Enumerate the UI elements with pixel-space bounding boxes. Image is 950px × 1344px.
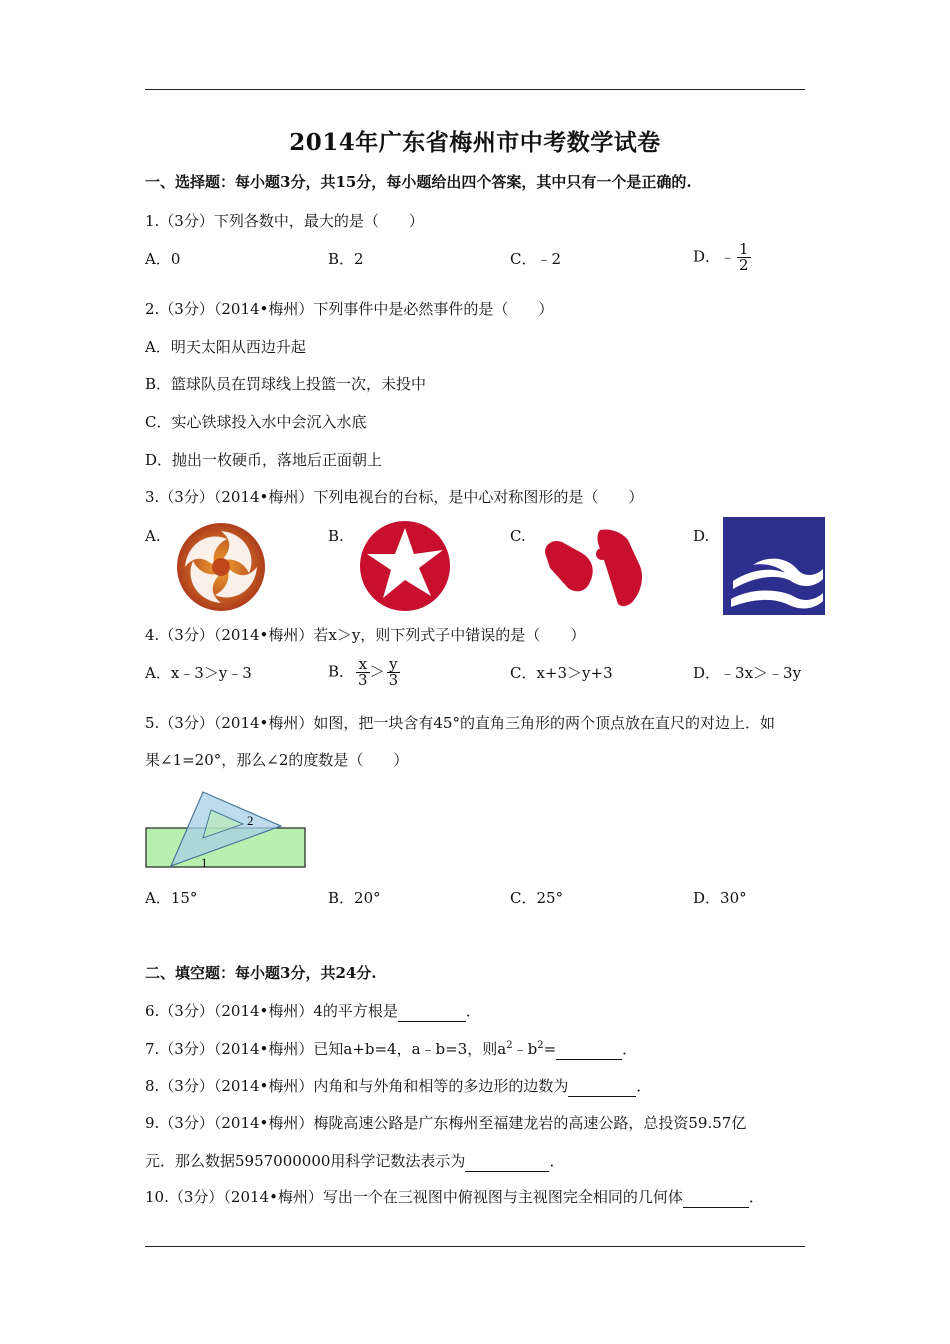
- question-10-text: 10.（3分）（2014•梅州）写出一个在三视图中俯视图与主视图完全相同的几何体: [145, 1188, 683, 1206]
- star-logo-icon: [357, 520, 453, 612]
- q4-option-d: D．﹣3x＞﹣3y: [693, 664, 802, 682]
- q4-option-c: C．x+3＞y+3: [510, 664, 613, 682]
- question-5-stem-line2: 果∠1=20°，那么∠2的度数是（ ）: [145, 751, 409, 769]
- q4-option-b: [328, 657, 400, 688]
- fraction-numerator: y: [387, 657, 401, 673]
- q5-option-b: B．20°: [328, 889, 381, 907]
- answer-blank: [465, 1151, 549, 1172]
- question-9-line2: [145, 1151, 564, 1172]
- question-7-text: 7.（3分）（2014•梅州）已知a+b=4，a﹣b=3，则a: [145, 1040, 507, 1058]
- fraction-numerator: 1: [739, 240, 749, 258]
- question-4-stem: 4.（3分）（2014•梅州）若x＞y，则下列式子中错误的是（ ）: [145, 626, 586, 644]
- angle-1-label: 1: [201, 855, 208, 870]
- q5-option-d: D．30°: [693, 889, 747, 907]
- red-shapes-logo-icon: [540, 526, 644, 610]
- q1-option-b: B．2: [328, 250, 364, 268]
- q5-option-a: A．15°: [145, 889, 198, 907]
- fraction-denominator: 2: [739, 256, 749, 274]
- fraction-denominator: 3: [358, 671, 368, 689]
- q3-option-d-label: D.: [693, 527, 710, 545]
- bottom-rule: [145, 1246, 805, 1247]
- question-7-tail: ．: [622, 1040, 638, 1058]
- fraction-denominator: 3: [388, 671, 399, 689]
- question-7-mid: ﹣b: [512, 1040, 538, 1058]
- q5-option-c: C．25°: [510, 889, 564, 907]
- question-5-stem-line1: 5.（3分）（2014•梅州）如图，把一块含有45°的直角三角形的两个顶点放在直尺的对边上．如: [145, 714, 775, 732]
- question-8: [145, 1076, 651, 1097]
- question-9-tail: ．: [549, 1152, 565, 1170]
- q4-option-b-prefix: B．: [328, 662, 355, 681]
- answer-blank: [398, 1001, 466, 1022]
- q2-option-d: D．抛出一枚硬币，落地后正面朝上: [145, 451, 383, 469]
- q3-option-b-label: B.: [328, 527, 344, 545]
- question-9-text: 元．那么数据5957000000用科学记数法表示为: [145, 1152, 466, 1170]
- question-10-tail: ．: [748, 1188, 764, 1206]
- question-6-text: 6.（3分）（2014•梅州）4的平方根是: [145, 1002, 398, 1020]
- question-2-stem: 2.（3分）（2014•梅州）下列事件中是必然事件的是（ ）: [145, 300, 554, 318]
- answer-blank: [568, 1076, 636, 1097]
- q1-option-d: [693, 242, 751, 273]
- q4-option-a: A．x﹣3＞y﹣3: [145, 664, 252, 682]
- question-8-tail: ．: [636, 1077, 652, 1095]
- q2-option-b: B．篮球队员在罚球线上投篮一次，未投中: [145, 375, 427, 393]
- question-6-tail: ．: [465, 1002, 481, 1020]
- question-8-text: 8.（3分）（2014•梅州）内角和与外角和相等的多边形的边数为: [145, 1077, 569, 1095]
- answer-blank: [683, 1187, 749, 1208]
- question-3-stem: 3.（3分）（2014•梅州）下列电视台的台标，是中心对称图形的是（ ）: [145, 488, 644, 506]
- question-9-line1: 9.（3分）（2014•梅州）梅陇高速公路是广东梅州至福建龙岩的高速公路，总投资59.57亿: [145, 1114, 747, 1132]
- q3-option-a-label: A.: [145, 527, 161, 545]
- ruler-triangle-figure: [143, 788, 313, 872]
- superscript: 2: [506, 1040, 513, 1051]
- question-6: [145, 1001, 481, 1022]
- answer-blank: [556, 1039, 622, 1060]
- top-rule: [145, 89, 805, 90]
- question-1-stem: 1.（3分）下列各数中，最大的是（ ）: [145, 212, 424, 230]
- q1-option-d-prefix: D．﹣: [693, 247, 736, 266]
- q1-option-a: A．0: [145, 250, 181, 268]
- q2-option-a: A．明天太阳从西边升起: [145, 338, 306, 356]
- phoenix-logo-icon: [175, 521, 267, 613]
- fraction-numerator: x: [356, 657, 370, 673]
- greater-than-sign: ＞: [369, 662, 385, 681]
- superscript: 2: [537, 1040, 544, 1051]
- question-7: [145, 1039, 637, 1060]
- q3-option-c-label: C.: [510, 527, 526, 545]
- fraction: [356, 657, 370, 688]
- question-7-eq: =: [543, 1040, 557, 1058]
- angle-2-label: 2: [247, 813, 254, 828]
- q1-option-c: C．﹣2: [510, 250, 562, 268]
- page-title: 2014年广东省梅州市中考数学试卷: [289, 129, 661, 156]
- question-10: [145, 1187, 764, 1208]
- fraction: [737, 242, 751, 273]
- section-heading-fill-blank: 二、填空题：每小题3分，共24分.: [145, 964, 377, 982]
- fraction: [387, 657, 401, 688]
- q2-option-c: C．实心铁球投入水中会沉入水底: [145, 413, 367, 431]
- section-heading-choice: 一、选择题：每小题3分，共15分，每小题给出四个答案，其中只有一个是正确的.: [145, 173, 692, 191]
- wave-logo-icon: [723, 517, 825, 615]
